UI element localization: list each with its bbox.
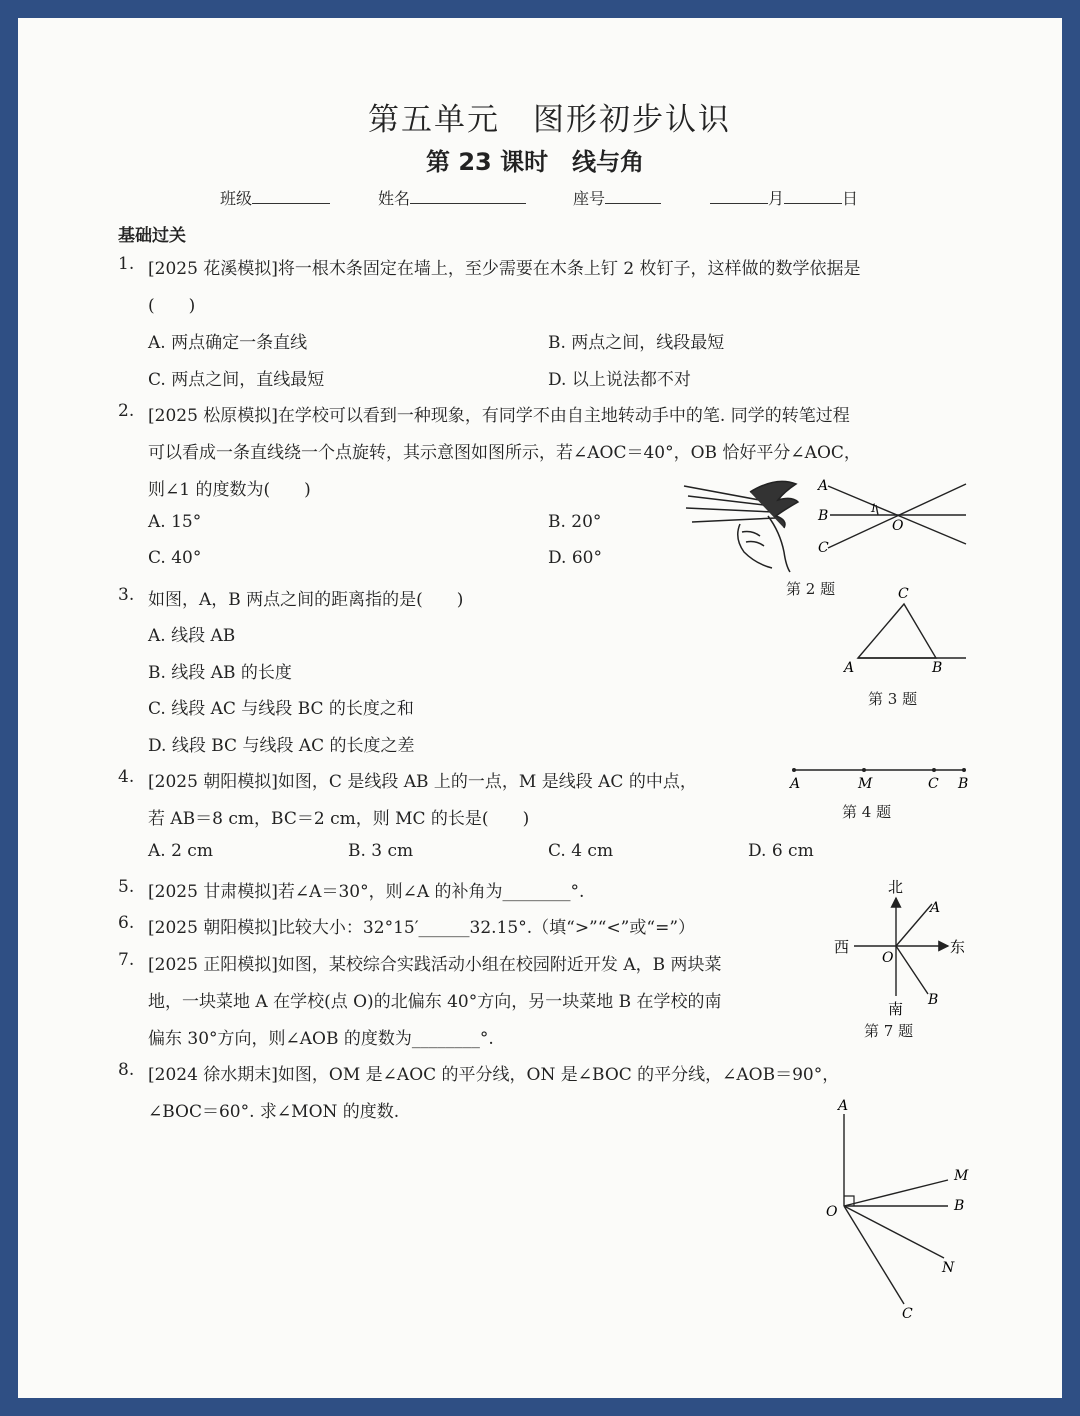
q8-number: 8. [118, 1060, 135, 1080]
q4-line: 若 AB＝8 cm，BC＝2 cm，则 MC 的长是( ) [148, 809, 530, 829]
fig3-caption: 第 3 题 [868, 690, 918, 708]
fig7-label-b: B [928, 992, 939, 1008]
fig7-label-east: 东 [950, 938, 966, 956]
q7-line: [2025 正阳模拟]如图，某校综合实践活动小组在校园附近开发 A，B 两块菜 [148, 955, 722, 975]
point-b [962, 768, 966, 772]
ray-om [844, 1180, 948, 1206]
figure-q2 [680, 472, 970, 582]
q1-number: 1. [118, 254, 135, 274]
q4-option-d[interactable]: D. 6 cm [748, 841, 814, 861]
section-heading: 基础过关 [118, 226, 186, 246]
q1-option-a[interactable]: A. 两点确定一条直线 [148, 333, 308, 353]
fig2-label-c: C [818, 540, 829, 556]
q1-option-d[interactable]: D. 以上说法都不对 [548, 370, 691, 390]
seat-label: 座号 [573, 189, 606, 208]
date-field[interactable] [710, 186, 858, 209]
fig4-label-m: M [858, 776, 873, 792]
q2-option-d[interactable]: D. 60° [548, 548, 602, 568]
q7-line: 偏东 30°方向，则∠AOB 的度数为________°. [148, 1029, 494, 1049]
fig2-label-a: A [818, 478, 829, 494]
q4-option-b[interactable]: B. 3 cm [348, 841, 414, 861]
ray-oc [844, 1206, 904, 1304]
q4-option-c[interactable]: C. 4 cm [548, 841, 614, 861]
q1-option-c[interactable]: C. 两点之间，直线最短 [148, 370, 325, 390]
point-m [862, 768, 866, 772]
q4-number: 4. [118, 767, 135, 787]
q3-option-b[interactable]: B. 线段 AB 的长度 [148, 663, 292, 683]
fig4-caption: 第 4 题 [842, 803, 892, 821]
q2-option-c[interactable]: C. 40° [148, 548, 202, 568]
fig8-label-b: B [954, 1198, 965, 1214]
fig7-label-south: 南 [888, 1000, 904, 1018]
q5-line: [2025 甘肃模拟]若∠A＝30°，则∠A 的补角为________°. [148, 882, 585, 902]
figure-q8 [820, 1096, 980, 1326]
ray-ob [896, 946, 928, 994]
fig3-label-b: B [932, 660, 943, 676]
fig4-label-a: A [790, 776, 801, 792]
q5-number: 5. [118, 877, 135, 897]
fig8-label-n: N [942, 1260, 955, 1276]
point-c [932, 768, 936, 772]
point-a [792, 768, 796, 772]
fig7-label-o: O [882, 950, 894, 966]
seat-field[interactable] [573, 186, 661, 209]
month-label: 月 [768, 189, 785, 208]
fig4-label-c: C [928, 776, 939, 792]
q8-line: ∠BOC＝60°. 求∠MON 的度数. [148, 1102, 400, 1122]
fig4-label-b: B [958, 776, 969, 792]
fig2-label-o: O [892, 518, 904, 534]
fig2-label-1: 1 [870, 502, 877, 515]
fig8-label-c: C [902, 1306, 913, 1322]
q3-number: 3. [118, 585, 135, 605]
unit-title: 第五单元 图形初步认识 [368, 102, 731, 138]
ray-oa [896, 904, 932, 946]
q3-line: 如图，A，B 两点之间的距离指的是( ) [148, 590, 464, 610]
lines-diagram [828, 484, 966, 548]
triangle-abc [858, 604, 936, 658]
fig3-label-c: C [898, 586, 909, 602]
q2-line: [2025 松原模拟]在学校可以看到一种现象，有同学不由自主地转动手中的笔. 同学的转笔过程 [148, 406, 850, 426]
q4-line: [2025 朝阳模拟]如图，C 是线段 AB 上的一点，M 是线段 AC 的中点， [148, 772, 697, 792]
figure-q7 [832, 876, 972, 1016]
fig7-label-north: 北 [888, 878, 904, 896]
q3-option-a[interactable]: A. 线段 AB [148, 626, 236, 646]
class-label: 班级 [220, 189, 253, 208]
q3-option-d[interactable]: D. 线段 BC 与线段 AC 的长度之差 [148, 736, 415, 756]
q2-option-a[interactable]: A. 15° [148, 512, 202, 532]
lesson-title: 第 23 课时 线与角 [426, 148, 645, 176]
q4-option-a[interactable]: A. 2 cm [148, 841, 213, 861]
q8-line: [2024 徐水期末]如图，OM 是∠AOC 的平分线，ON 是∠BOC 的平分线，∠AOB＝90°， [148, 1065, 840, 1085]
fig8-label-o: O [826, 1204, 838, 1220]
fig3-label-a: A [844, 660, 855, 676]
q2-number: 2. [118, 401, 135, 421]
q2-option-b[interactable]: B. 20° [548, 512, 602, 532]
fig7-caption: 第 7 题 [864, 1022, 914, 1040]
fig2-caption: 第 2 题 [786, 580, 836, 598]
q2-line: 可以看成一条直线绕一个点旋转，其示意图如图所示，若∠AOC＝40°，OB 恰好平分∠AOC， [148, 443, 861, 463]
ray-on [844, 1206, 944, 1258]
name-label: 姓名 [378, 189, 411, 208]
q7-line: 地，一块菜地 A 在学校(点 O)的北偏东 40°方向，另一块菜地 B 在学校的南 [148, 992, 722, 1012]
q7-number: 7. [118, 950, 135, 970]
class-field[interactable] [220, 186, 330, 209]
q1-option-b[interactable]: B. 两点之间，线段最短 [548, 333, 725, 353]
figure-q3 [840, 584, 970, 674]
fig7-label-a: A [930, 900, 941, 916]
figure-q4 [786, 760, 976, 794]
q6-number: 6. [118, 913, 135, 933]
name-field[interactable] [378, 186, 526, 209]
q6-line: [2025 朝阳模拟]比较大小：32°15′______32.15°.（填“>”“<”或“=”） [148, 918, 696, 938]
fig7-label-west: 西 [834, 938, 850, 956]
day-label: 日 [842, 189, 859, 208]
q2-line: 则∠1 的度数为( ) [148, 480, 311, 500]
q1-line: [2025 花溪模拟]将一根木条固定在墙上，至少需要在木条上钉 2 枚钉子，这样做的数学依据是 [148, 259, 861, 279]
fig8-label-a: A [838, 1098, 849, 1114]
fig8-label-m: M [954, 1168, 969, 1184]
fig2-label-b: B [818, 508, 829, 524]
q1-line: ( ) [148, 296, 196, 316]
pen-hand-illustration [684, 481, 798, 572]
q3-option-c[interactable]: C. 线段 AC 与线段 BC 的长度之和 [148, 699, 414, 719]
